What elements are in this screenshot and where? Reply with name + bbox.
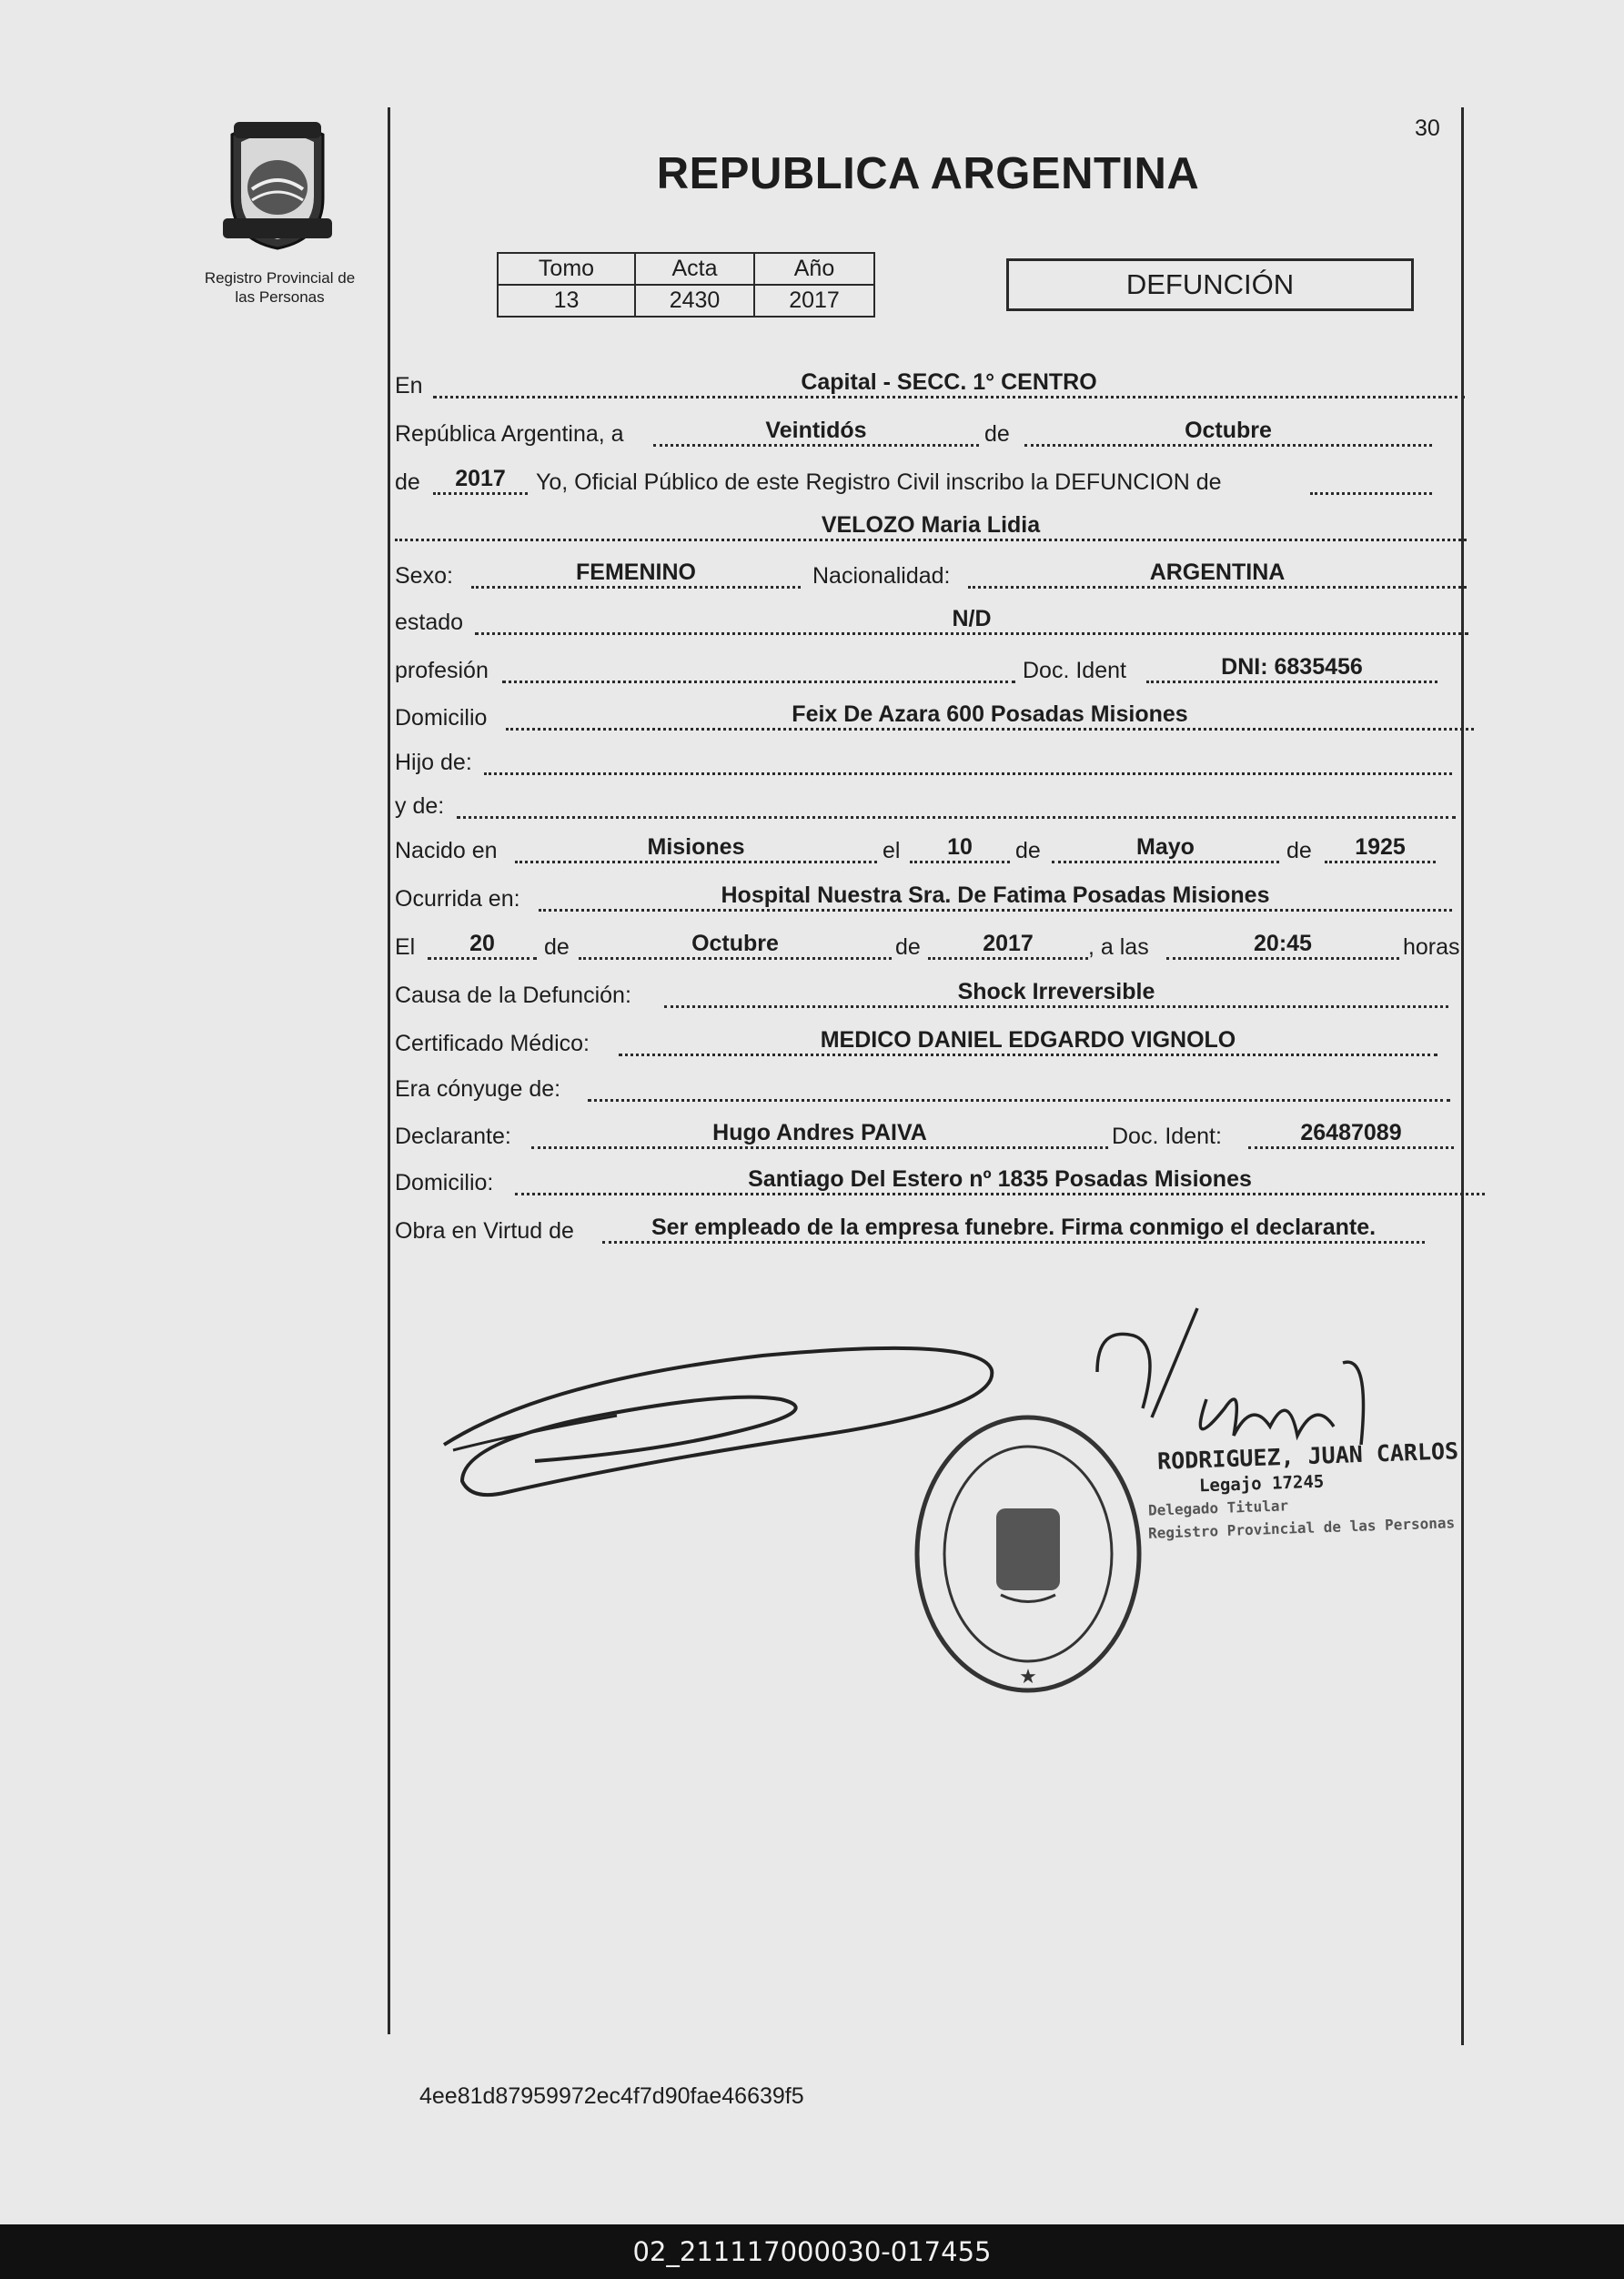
record-table <box>497 252 875 318</box>
death-day-field: 20 <box>428 930 537 960</box>
obra-label: Obra en Virtud de <box>395 1218 574 1244</box>
record-header-tomo: Tomo <box>498 253 635 285</box>
officer-name: RODRIGUEZ, JUAN CARLOS <box>1156 1437 1459 1475</box>
nacido-label: Nacido en <box>395 838 498 863</box>
death-de2-label: de <box>895 934 921 960</box>
domicilio-field: Feix De Azara 600 Posadas Misiones <box>506 701 1474 731</box>
record-header-anio: Año <box>754 253 874 285</box>
decl-doc-field: 26487089 <box>1248 1119 1454 1149</box>
birth-year-field: 1925 <box>1325 833 1436 863</box>
officer-role: Delegado Titular <box>1147 1497 1289 1519</box>
record-value-tomo: 13 <box>498 285 635 317</box>
misiones-crest-icon <box>214 116 341 251</box>
declaration-text: Yo, Oficial Público de este Registro Civil inscribo la DEFUNCION de <box>536 469 1222 495</box>
birth-de2-label: de <box>1286 838 1312 863</box>
ocurrida-field: Hospital Nuestra Sra. De Fatima Posadas Misiones <box>539 882 1452 912</box>
death-el-label: El <box>395 934 416 960</box>
conyuge-field <box>588 1072 1450 1102</box>
death-de1-label: de <box>544 934 570 960</box>
birth-day-field: 10 <box>910 833 1010 863</box>
declaration-blank <box>1310 465 1432 495</box>
nacionalidad-label: Nacionalidad: <box>812 563 951 589</box>
registry-label: Registro Provincial de las Personas <box>204 269 356 306</box>
de-label: de <box>984 421 1010 447</box>
estado-field: N/D <box>475 605 1468 635</box>
day-words-field: Veintidós <box>653 417 979 447</box>
decl-domicilio-field: Santiago Del Estero nº 1835 Posadas Misiones <box>515 1165 1485 1195</box>
horas-label: horas <box>1403 934 1460 960</box>
page-number: 30 <box>1415 116 1440 141</box>
conyuge-label: Era cónyuge de: <box>395 1076 561 1102</box>
certificado-label: Certificado Médico: <box>395 1031 590 1056</box>
officer-legajo: Legajo 17245 <box>1198 1471 1325 1497</box>
decl-doc-label: Doc. Ident: <box>1112 1124 1222 1149</box>
year-field: 2017 <box>433 465 528 495</box>
doc-ident-field: DNI: 6835456 <box>1146 653 1437 683</box>
doc-ident-label: Doc. Ident <box>1023 658 1126 683</box>
yde-label: y de: <box>395 793 445 819</box>
registry-seal-icon <box>910 1408 1146 1699</box>
document-hash: 4ee81d87959972ec4f7d90fae46639f5 <box>419 2083 804 2109</box>
profesion-field <box>502 653 1015 683</box>
nacionalidad-field: ARGENTINA <box>968 559 1467 589</box>
year-prefix-label: de <box>395 469 420 495</box>
profesion-label: profesión <box>395 658 489 683</box>
scan-footer: 02_211117000030-017455 <box>0 2224 1624 2279</box>
domicilio-label: Domicilio <box>395 705 488 731</box>
nacido-field: Misiones <box>515 833 877 863</box>
sexo-label: Sexo: <box>395 563 453 589</box>
republica-label: República Argentina, a <box>395 421 624 447</box>
ocurrida-label: Ocurrida en: <box>395 886 520 912</box>
en-label: En <box>395 373 423 398</box>
record-value-anio: 2017 <box>754 285 874 317</box>
el-label: el <box>883 838 901 863</box>
decl-domicilio-label: Domicilio: <box>395 1170 494 1195</box>
sexo-field: FEMENINO <box>471 559 801 589</box>
yde-field <box>457 789 1456 819</box>
obra-field: Ser empleado de la empresa funebre. Firma conmigo el declarante. <box>602 1214 1425 1244</box>
birth-de1-label: de <box>1015 838 1041 863</box>
causa-label: Causa de la Defunción: <box>395 983 631 1008</box>
birth-month-field: Mayo <box>1052 833 1279 863</box>
officer-registry: Registro Provincial de las Personas <box>1147 1514 1456 1542</box>
estado-label: estado <box>395 610 464 635</box>
death-time-field: 20:45 <box>1166 930 1399 960</box>
declarante-label: Declarante: <box>395 1124 511 1149</box>
causa-field: Shock Irreversible <box>664 978 1448 1008</box>
certificado-field: MEDICO DANIEL EDGARDO VIGNOLO <box>619 1026 1437 1056</box>
record-header-acta: Acta <box>635 253 754 285</box>
death-year-field: 2017 <box>928 930 1088 960</box>
en-field: Capital - SECC. 1° CENTRO <box>433 368 1465 398</box>
hijo-field <box>484 745 1452 775</box>
page-title: REPUBLICA ARGENTINA <box>656 149 1200 198</box>
declarante-field: Hugo Andres PAIVA <box>531 1119 1108 1149</box>
deceased-name-field: VELOZO Maria Lidia <box>395 511 1467 541</box>
death-month-field: Octubre <box>579 930 892 960</box>
svg-text:★: ★ <box>1019 1665 1037 1688</box>
record-value-acta: 2430 <box>635 285 754 317</box>
a-las-label: , a las <box>1088 934 1149 960</box>
left-margin-rule <box>388 107 390 2034</box>
hijo-label: Hijo de: <box>395 750 472 775</box>
month-field: Octubre <box>1024 417 1432 447</box>
document-type-box: DEFUNCIÓN <box>1006 258 1414 311</box>
